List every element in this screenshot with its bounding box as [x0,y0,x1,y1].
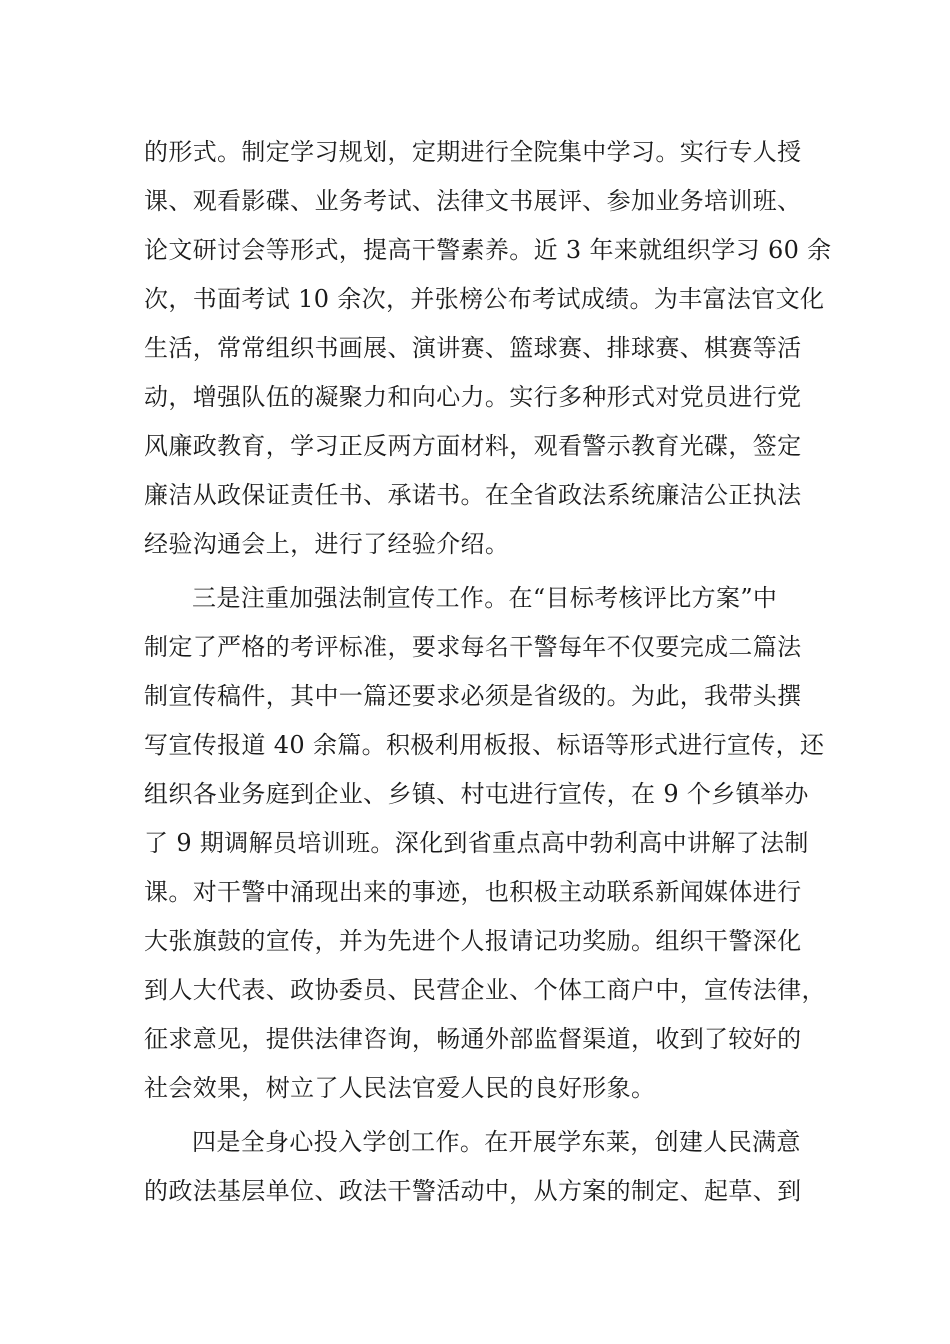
body-text-line: 经验沟通会上，进行了经验介绍。 [144,530,510,558]
body-text-line: 社会效果，树立了人民法官爱人民的良好形象。 [144,1074,656,1102]
body-text-line: 次，书面考试 10 余次，并张榜公布考试成绩。为丰富法官文化 [144,285,825,313]
paragraph-first-line: 四是全身心投入学创工作。在开展学东莱，创建人民满意 [192,1128,801,1156]
body-text-line: 制宣传稿件，其中一篇还要求必须是省级的。为此，我带头撰 [144,682,802,710]
body-text-line: 到人大代表、政协委员、民营企业、个体工商户中，宣传法律， [144,976,826,1004]
body-text-line: 制定了严格的考评标准，要求每名干警每年不仅要完成二篇法 [144,633,802,661]
body-text-line: 廉洁从政保证责任书、承诺书。在全省政法系统廉洁公正执法 [144,481,802,509]
body-text-line: 生活，常常组织书画展、演讲赛、篮球赛、排球赛、棋赛等活 [144,334,802,362]
body-text-line: 的形式。制定学习规划，定期进行全院集中学习。实行专人授 [144,138,802,166]
body-text-line: 课。对干警中涌现出来的事迹，也积极主动联系新闻媒体进行 [144,878,802,906]
body-text-line: 写宣传报道 40 余篇。积极利用板报、标语等形式进行宣传，还 [144,731,825,759]
body-text-line: 征求意见，提供法律咨询，畅通外部监督渠道，收到了较好的 [144,1025,802,1053]
body-text-line: 风廉政教育，学习正反两方面材料，观看警示教育光碟，签定 [144,432,802,460]
body-text-line: 动，增强队伍的凝聚力和向心力。实行多种形式对党员进行党 [144,383,802,411]
paragraph-first-line: 三是注重加强法制宣传工作。在“目标考核评比方案”中 [192,584,778,612]
body-text-line: 论文研讨会等形式，提高干警素养。近 3 年来就组织学习 60 余 [144,236,832,264]
body-text-line: 课、观看影碟、业务考试、法律文书展评、参加业务培训班、 [144,187,802,215]
body-text-line: 大张旗鼓的宣传，并为先进个人报请记功奖励。组织干警深化 [144,927,802,955]
body-text-line: 组织各业务庭到企业、乡镇、村屯进行宣传，在 9 个乡镇举办 [144,780,809,808]
body-text-line: 的政法基层单位、政法干警活动中，从方案的制定、起草、到 [144,1177,802,1205]
body-text-line: 了 9 期调解员培训班。深化到省重点高中勃利高中讲解了法制 [144,829,809,857]
